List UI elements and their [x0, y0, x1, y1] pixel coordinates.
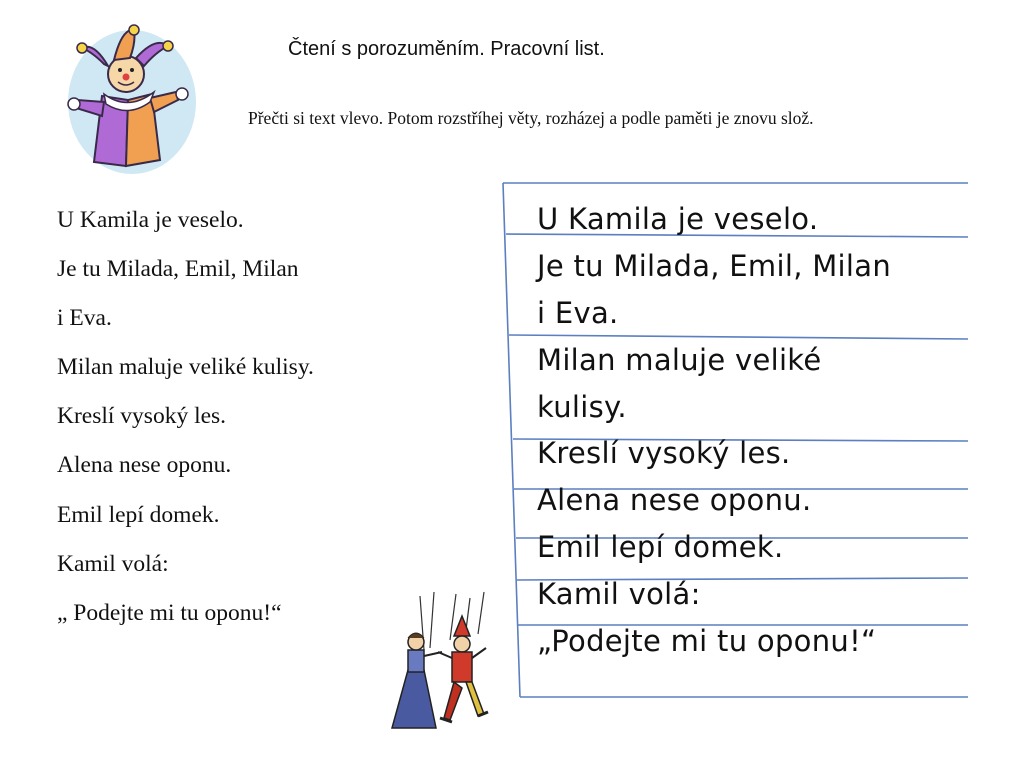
strip-line: Emil lepí domek.	[537, 530, 784, 565]
reading-line: Kamil volá:	[57, 550, 169, 577]
strip-line: „Podejte mi tu oponu!“	[537, 624, 877, 659]
page-title: Čtení s porozuměním. Pracovní list.	[288, 38, 605, 60]
reading-line: Alena nese oponu.	[57, 452, 232, 479]
strip-line: Milan maluje veliké	[537, 342, 822, 377]
strip-line: U Kamila je veselo.	[537, 202, 819, 236]
reading-line: Je tu Milada, Emil, Milan	[57, 256, 299, 283]
strip-line: Je tu Milada, Emil, Milan	[537, 248, 892, 283]
reading-line: Milan maluje veliké kulisy.	[57, 354, 314, 381]
reading-line: „ Podejte mi tu oponu!“	[57, 599, 282, 626]
instruction-text: Přečti si text vlevo. Potom rozstříhej věty, rozházej a podle paměti je znovu slož.	[248, 108, 814, 128]
reading-line: Kreslí vysoký les.	[57, 403, 227, 430]
reading-line: Emil lepí domek.	[57, 501, 220, 528]
reading-line: i Eva.	[57, 305, 112, 332]
cut-strips-text	[537, 196, 891, 665]
strip-line: Alena nese oponu.	[537, 483, 812, 518]
strip-line: Kreslí vysoký les.	[537, 436, 791, 471]
strip-line: i Eva.	[537, 295, 619, 330]
marionettes-icon	[378, 590, 508, 740]
strip-line: Kamil volá:	[537, 577, 701, 612]
reading-line: U Kamila je veselo.	[57, 207, 244, 233]
strip-line: kulisy.	[537, 389, 627, 424]
